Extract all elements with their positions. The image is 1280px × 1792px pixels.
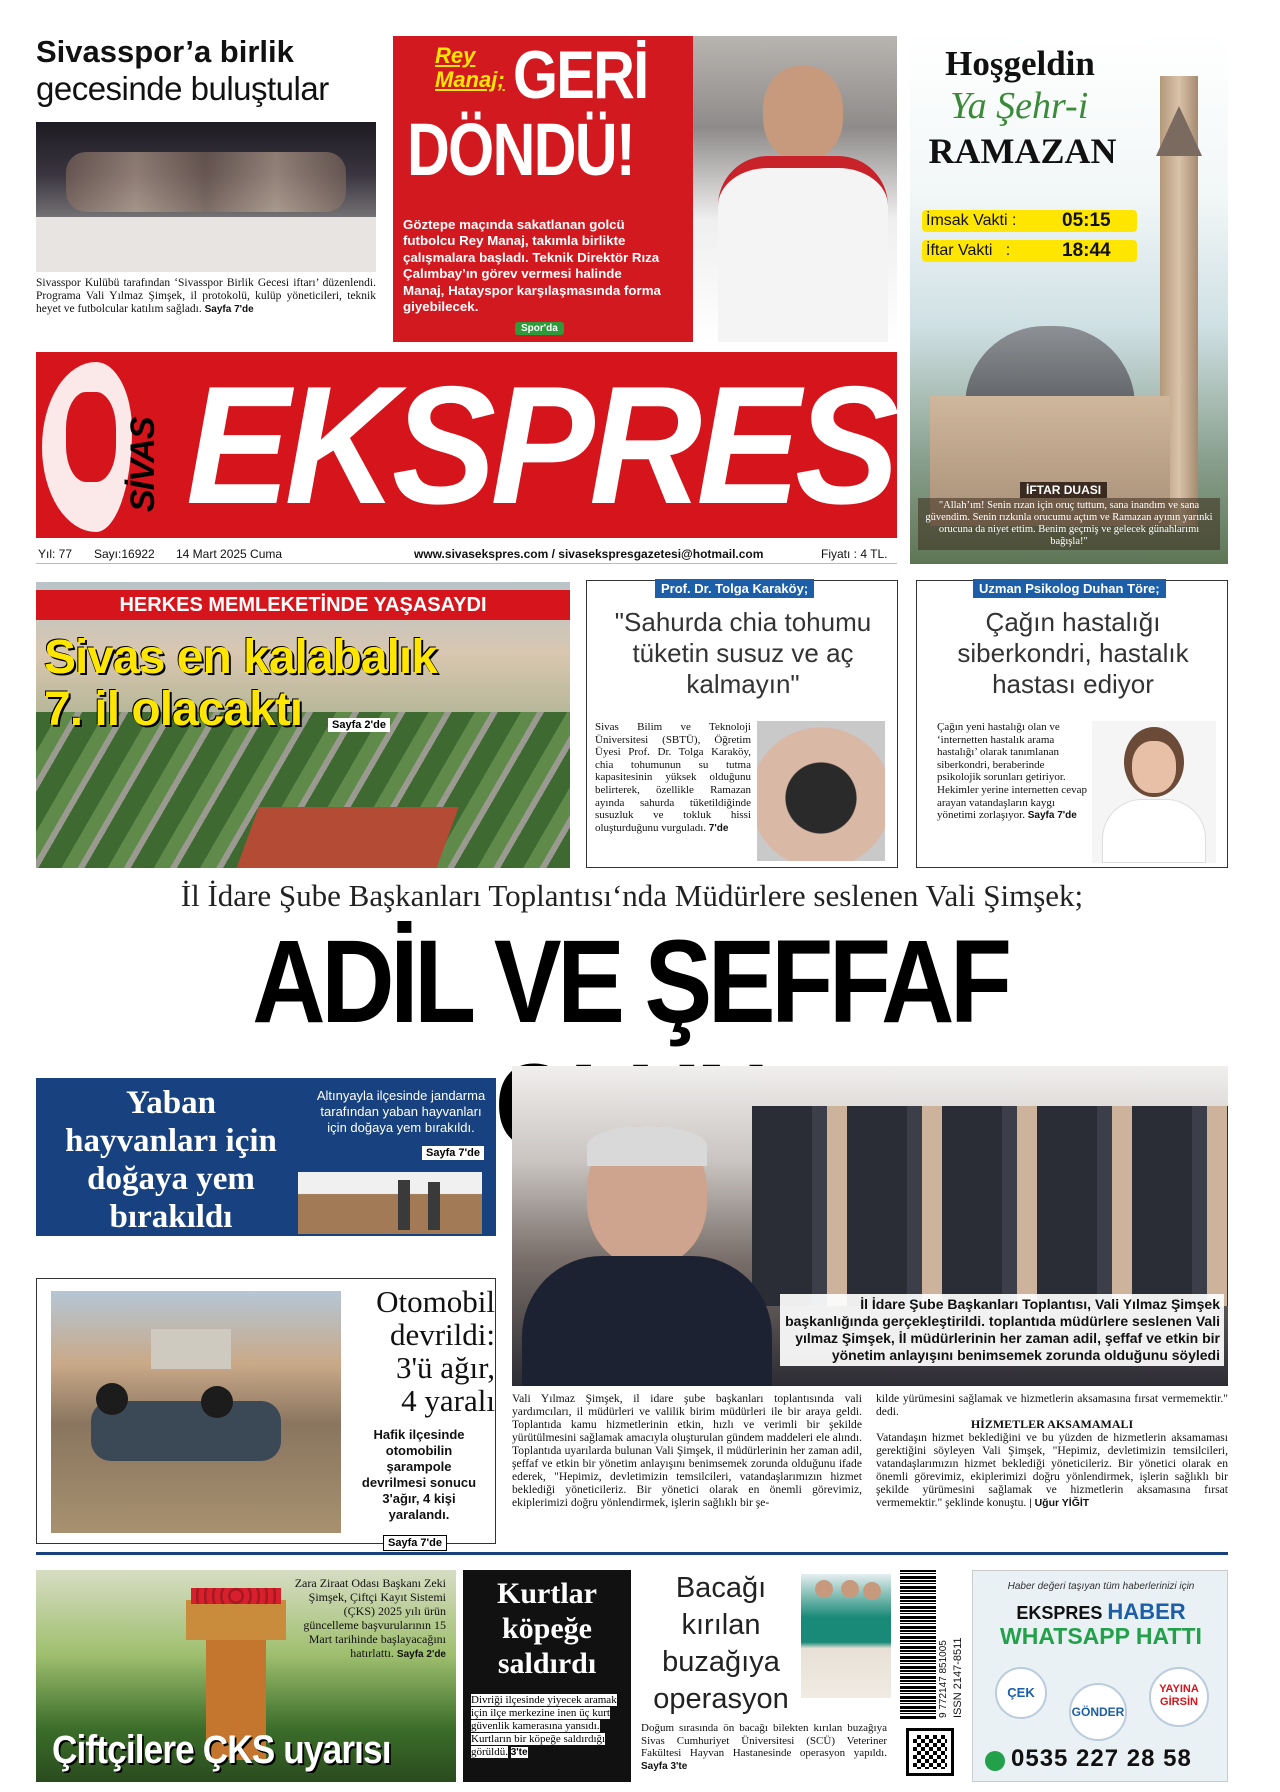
manaj-kicker-2: Manaj; [435,67,505,92]
oto-title-1: Otomobil [376,1284,495,1319]
mosque-dome [965,326,1135,406]
manaj-headline-1: GERİ [513,37,648,113]
yaban-title: Yaban hayvanları için doğaya yem bırakıldı [65,1085,277,1235]
ramadan-ya-sehri: Ya Şehr-i [950,85,1089,127]
imsak-label: İmsak Vakti : [926,212,1017,229]
oto-body: Hafik ilçesinde otomobilin şarampole devrilmesi sonucu 3'ağır, 4 kişi yaralandı. [361,1427,477,1522]
cks-page-ref[interactable]: Sayfa 2'de [396,1649,446,1660]
chia-story [586,580,898,868]
kurt-page-ref[interactable]: 3'te [510,1747,528,1758]
barcode-digits: 9 772147 851005 [938,1640,949,1718]
whatsapp-top-text: Haber değeri taşıyan tüm haberlerinizi için [1007,1581,1195,1592]
masthead-info-bar [36,544,897,564]
sivasspor-page-ref[interactable]: Sayfa 7'de [204,304,254,315]
main-body-col-1: Vali Yılmaz Şimşek, il idare şube başkanları toplantısında vali yardımcıları, il müdürleri ve valilik birim müdürleri ile bir araya geldi. Toplantıda kamu hizmetlerinin etkin, hızlı ve verimli bir şekilde yürütülmesini sağlamak amacıyla oluşturulan gündem maddeleri ele alındı. Toplantıda uyarılarda bulunan Vali Şimşek, il müdürlerinin her zaman adil, şeffaf ve etkin bir yönetim anlayışını benimsemek zorunda olduğunu ifade ederek, "Hepimiz, devletimizin temsilcileri, vatandaşlarımızın hizmet beklediği yöneticileriz. Bir yönetici olarak en önemli görevimiz, ekiplerimizi doğru yönlendirmek, işlerin sağlıklı bir şe- [512,1392,862,1509]
kurt-body: Divriği ilçesinde yiyecek aramak için ilçe merkezine inen üç kurt güvenlik kamerasına yansıdı. Kurtların bir köpeğe saldırdığı görüldü. [471,1694,617,1758]
chia-seeds-photo [757,721,885,861]
memleket-headline-2: 7. il olacaktı [44,683,303,736]
memleket-page-ref[interactable]: Sayfa 2'de [328,718,390,732]
whatsapp-cek: ÇEK [995,1667,1047,1719]
masthead-issue: Sayı:16922 [94,547,155,561]
whatsapp-hatti: WHATSAPP HATTI [1000,1623,1202,1649]
buzagi-page-ref[interactable]: Sayfa 3'te [641,1760,688,1772]
chia-page-ref[interactable]: 7'de [708,822,729,834]
manaj-kicker-1: Rey [435,43,476,68]
overturned-car-photo [51,1291,341,1533]
buzagi-story [641,1570,891,1782]
whatsapp-yayina: YAYINA GİRSİN [1149,1667,1209,1727]
sivasspor-title-line2: gecesinde buluştular [36,70,329,107]
oto-story [36,1278,496,1549]
whatsapp-haber: HABER [1107,1599,1186,1624]
sivasspor-story [36,34,376,334]
main-headline[interactable]: ADİL VE ŞEFFAF [252,916,1008,1048]
memleket-headline-1: Sivas en kalabalık [44,631,437,684]
memleket-story [36,582,570,868]
psychologist-photo [1092,721,1216,863]
qr-code[interactable] [906,1728,954,1776]
chia-title: "Sahurda chia tohumu tüketin susuz ve aç kalmayın" [614,607,872,699]
chia-body: Sivas Bilim ve Teknoloji Üniversitesi (SBTÜ), Öğretim Üyesi Prof. Dr. Tolga Karaköy, chia tohumunun su tutma kapasitesinin yüksek olduğunu belirterek, özellikle Ramazan ayında sahurda tüketildiğinde susuzluk ve tokluk hissi oluşturduğunu vurguladı. [595,721,751,834]
iftar-dua-title: İFTAR DUASI [1020,482,1107,498]
barcode-image [900,1570,936,1720]
sivasspor-title-line1: Sivasspor’a birlik [36,34,294,69]
masthead-ekspres[interactable]: EKSPRES [186,352,894,538]
oto-page-ref[interactable]: Sayfa 7'de [383,1535,447,1551]
whatsapp-gonder: GÖNDER [1069,1683,1127,1741]
siber-page-ref[interactable]: Sayfa 7'de [1027,810,1077,822]
calf-vets-photo [801,1574,891,1698]
masthead-price: Fiyatı : 4 TL. [821,547,888,561]
masthead-date: 14 Mart 2025 Cuma [176,547,283,561]
oto-title-3: 3'ü ağır, [395,1350,495,1385]
masthead [36,352,897,538]
cks-title: Çiftçilere ÇKS uyarısı [52,1728,391,1772]
whatsapp-ekspres: EKSPRES [1016,1603,1103,1623]
main-body-col-2a: kilde yürümesini sağlamak ve hizmetlerin aksamasına fırsat vermemektir." dedi. [876,1392,1228,1418]
iftar-dua-text: "Allah’ım! Senin rızan için oruç tuttum, sana inandım ve sana güvendim. Senin rızkınla orucumu açtım ve Ramazan ayının yarınki orucuna da niyet ettim. Benim geçmiş ve gelecek günahlarımı bağışla!" [918,498,1220,550]
masthead-web[interactable]: www.sivasekspres.com / sivasekspresgazetesi@hotmail.com [414,547,764,561]
main-body-col-2b: Vatandaşın hizmet beklediğini ve bu yüzden de hizmetlerin aksamaması gerektiğini söyleyen Vali Şimşek, "Hepimiz, devletimizin temsilcileri, vatandaşlarımızın hizmet beklediği yöneticileriz. Bir yönetici olarak en önemli görevimiz, ekiplerimizi doğru yönlendirmek, işlerin sağlıklı bir şekilde yürümesini sağlamak ve hizmetlerin aksamasına fırsat vermemektir." şeklinde konuştu. [876,1431,1228,1509]
yaban-page-ref[interactable]: Sayfa 7'de [422,1146,484,1160]
governor-figure [522,1126,772,1386]
manaj-headline-2: DÖNDÜ! [407,108,635,191]
issn-barcode [900,1570,964,1720]
siber-tag: Uzman Psikolog Duhan Töre; [973,579,1166,598]
cks-story [36,1570,456,1782]
yaban-body: Altınyayla ilçesinde jandarma tarafından yaban hayvanları için doğaya yem bırakıldı. [316,1088,486,1135]
sivasspor-photo [36,122,376,272]
manaj-body: Göztepe maçında sakatlanan golcü futbolcu Rey Manaj, takımla birlikte çalışmalara başladı. Teknik Direktör Rıza Çalımbay’ın görev vermesi halinde Manaj, Hatayspor karşılaşmasında forma giyebilecek. [403,217,661,315]
main-photo-caption: İl İdare Şube Başkanları Toplantısı, Vali Yılmaz Şimşek başkanlığında gerçekleştirildi. toplantıda müdürlere seslenen Vali yılmaz Şimşek, İl müdürlerinin her zaman adil, şeffaf ve etkin bir yönetim anlayışını benimsemek zorunda olduğunu söyledi [780,1294,1224,1366]
ramadan-title: RAMAZAN [928,131,1117,171]
main-subhead: HİZMETLER AKSAMAMALI [970,1417,1134,1431]
kurt-title: Kurtlar köpeğe saldırdı [497,1577,597,1680]
cks-body: Zara Ziraat Odası Başkanı Zeki Şimşek, Çiftçi Kayıt Sistemi (ÇKS) 2025 yılı ürün güncelleme başvurularının 15 Mart tarihinde başlayacağını hatırlattı. [294,1576,446,1660]
main-kicker: İl İdare Şube Başkanları Toplantısı‘nda Müdürlere seslenen Vali Şimşek; [180,878,1084,913]
masthead-sivas: SİVAS [124,417,162,512]
siber-body: Çağın yeni hastalığı olan ve ‘internetten hastalık arama hastalığı’ olarak tanımlanan siberkondri, beraberinde psikolojik sorunları getiriyor. Hekimler yerine internetten cevap arayan vatandaşların kaygı yönetimi zorlaşıyor. [937,721,1087,822]
iftar-row [922,240,1137,262]
ramadan-box [910,36,1228,564]
manaj-story [393,36,897,342]
sivasspor-body: Sivasspor Kulübü tarafından ‘Sivasspor Birlik Gecesi iftarı’ düzenlendi. Programa Vali Yılmaz Şimşek, il protokolü, kulüp yöneticileri, teknik heyet ve futbolcular katılım sağladı. [36,277,376,315]
ramadan-hosgeldin: Hoşgeldin [945,44,1095,83]
whatsapp-phone[interactable]: 0535 227 28 58 [1011,1745,1192,1772]
whatsapp-box [972,1570,1228,1782]
section-divider [36,1552,1228,1555]
main-author: Uğur YİĞİT [1034,1497,1090,1509]
yaban-story [36,1078,496,1236]
manaj-page-ref[interactable]: Spor'da [515,322,564,335]
masthead-year: Yıl: 77 [38,547,73,561]
kurt-story [463,1570,631,1782]
yaban-photo [298,1172,482,1234]
whatsapp-phone-icon [985,1751,1005,1771]
siber-title: Çağın hastalığı siberkondri, hastalık hastası ediyor [957,607,1189,699]
buzagi-title: Bacağı kırılan buzağıya operasyon [653,1572,789,1715]
imsak-time: 05:15 [1062,210,1111,231]
siber-story [916,580,1228,868]
iftar-time: 18:44 [1062,240,1111,261]
memleket-banner: HERKES MEMLEKETİNDE YAŞASAYDI [36,590,570,620]
issn-code: ISSN 2147-8511 [952,1637,964,1718]
oto-title-4: 4 yaralı [401,1383,495,1418]
iftar-label: İftar Vakti : [926,242,1011,259]
buzagi-body: Doğum sırasında ön bacağı bilekten kırılan buzağıya Sivas Cumhuriyet Üniversitesi (SCÜ) Veteriner Fakültesi Hayvan Hastanesinde operasyon yapıldı. [641,1722,887,1760]
manaj-player-photo [693,36,897,342]
oto-title-2: devrildi: [389,1317,495,1352]
chia-tag: Prof. Dr. Tolga Karaköy; [655,579,814,598]
imsak-row [922,210,1137,232]
